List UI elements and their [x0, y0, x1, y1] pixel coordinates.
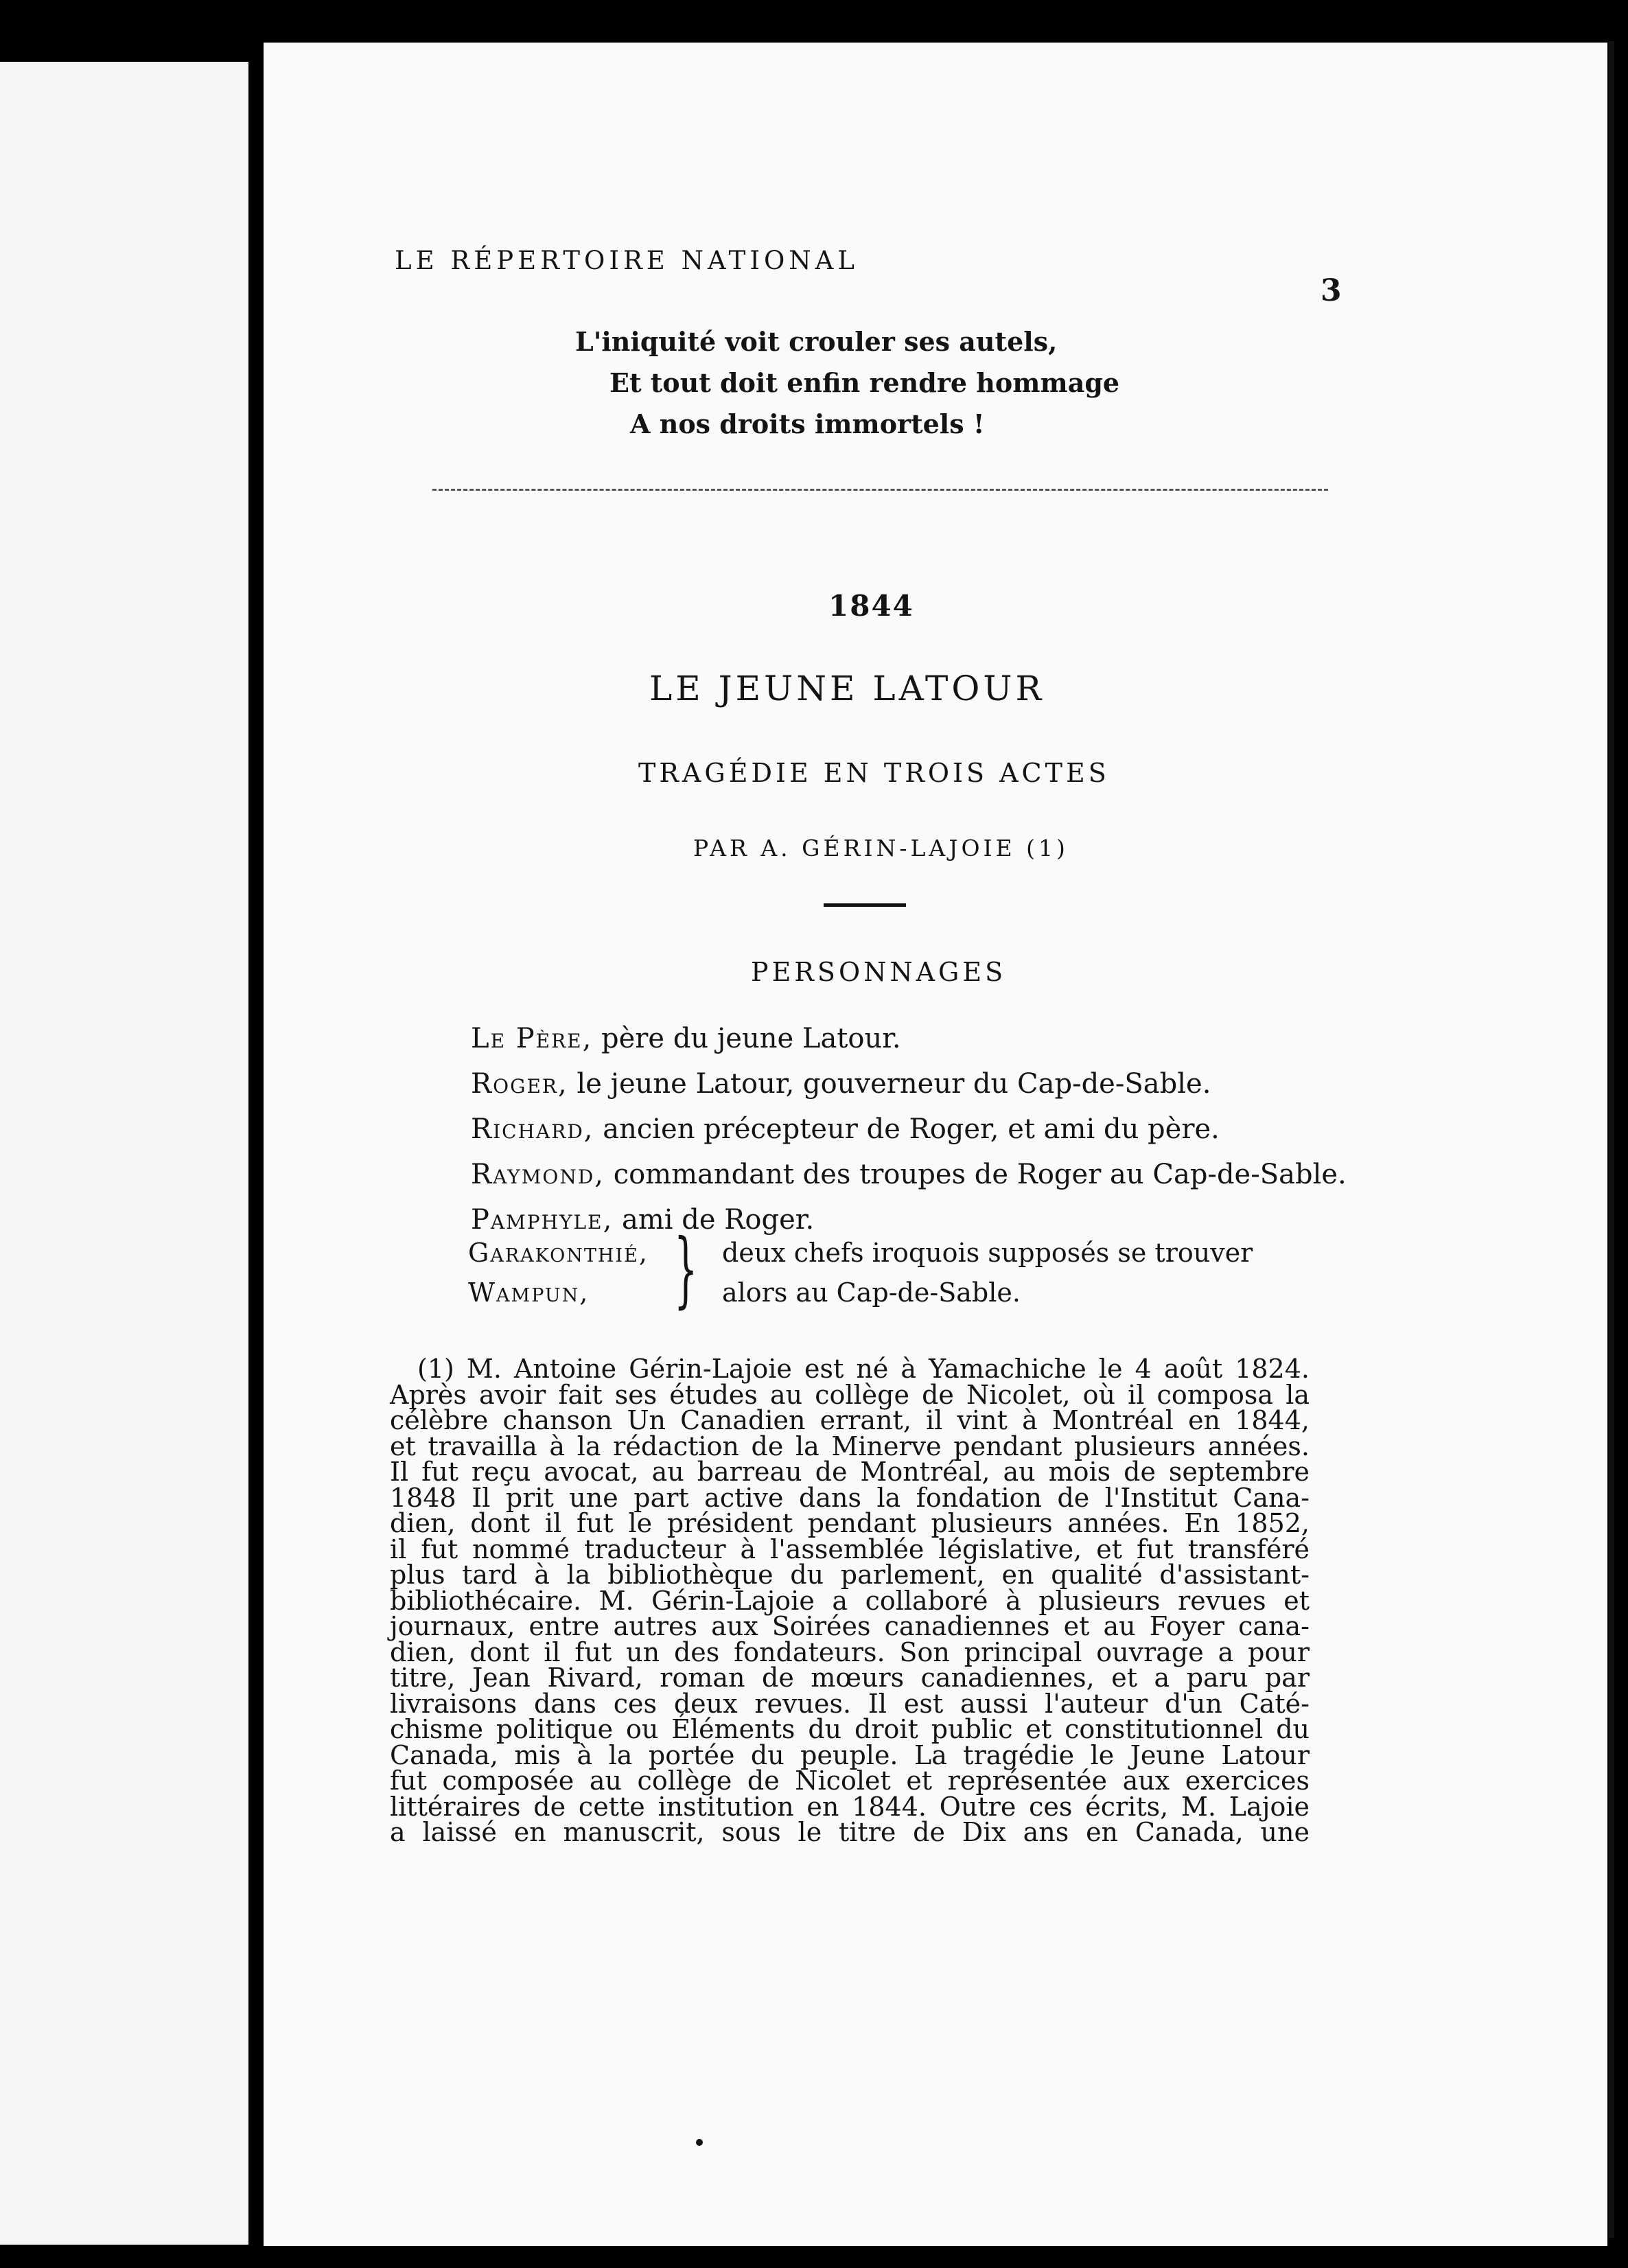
character-desc: ancien précepteur de Roger, et ami du père. [594, 1113, 1220, 1145]
character-desc: ami de Roger. [613, 1204, 815, 1236]
footnote [390, 1356, 1310, 1846]
chiefs-desc [722, 1233, 1312, 1312]
footnote-line: chisme politique ou Éléments du droit public et constitutionnel du [390, 1714, 1310, 1744]
left-page-edge [0, 62, 248, 2245]
character-desc: le jeune Latour, gouverneur du Cap-de-Sable. [568, 1068, 1211, 1100]
footnote-line: célèbre chanson Un Canadien errant, il vint à Montréal en 1844, [390, 1405, 1310, 1435]
character-name: Raymond, [471, 1159, 605, 1190]
footnote-line: littéraires de cette institution en 1844. Outre ces écrits, M. Lajoie [390, 1791, 1310, 1822]
footnote-line: dien, dont il fut un des fondateurs. Son principal ouvrage a pour [390, 1636, 1310, 1667]
footnote-line: et travailla à la rédaction de la Minerve pendant plusieurs années. [390, 1431, 1310, 1461]
page-mark-dot [696, 2139, 703, 2146]
character-entry [471, 1107, 1312, 1152]
verse-block [575, 321, 1119, 445]
footnote-line: bibliothécaire. M. Gérin-Lajoie a collaboré à plusieurs revues et [390, 1585, 1310, 1616]
section-divider [432, 489, 1328, 491]
play-title: LE JEUNE LATOUR [649, 669, 1045, 708]
footnote-line: journaux, entre autres aux Soirées canadiennes et au Foyer cana- [390, 1611, 1310, 1641]
characters-heading: PERSONNAGES [751, 957, 1007, 987]
chiefs-desc-line: deux chefs iroquois supposés se trouver [722, 1238, 1253, 1268]
character-name: Le Père, [471, 1023, 593, 1054]
footnote-line: fut composée au collège de Nicolet et représentée aux exercices [390, 1766, 1310, 1796]
footnote-line: Canada, mis à la portée du peuple. La tragédie le Jeune Latour [390, 1739, 1310, 1770]
character-name: Roger, [471, 1068, 568, 1100]
footnote-line: a laissé en manuscrit, sous le titre de Dix ans en Canada, une [390, 1817, 1310, 1847]
character-name: Pamphyle, [471, 1204, 614, 1236]
brace-glyph: } [674, 1222, 698, 1317]
page-number: 3 [1321, 273, 1342, 308]
character-entry [471, 1061, 1312, 1107]
verse-line: A nos droits immortels ! [630, 408, 985, 439]
character-desc: commandant des troupes de Roger au Cap-de-Sable. [604, 1159, 1347, 1190]
character-entry [471, 1152, 1347, 1197]
footnote-line: plus tard à la bibliothèque du parlement, en qualité d'assistant- [390, 1560, 1310, 1590]
chiefs-desc-line: alors au Cap-de-Sable. [722, 1277, 1021, 1308]
chief-names [468, 1233, 681, 1312]
footnote-line: dien, dont il fut le président pendant plusieurs années. En 1852, [390, 1508, 1310, 1538]
verse-line: Et tout doit enfin rendre hommage [609, 367, 1120, 398]
footnote-line: il fut nommé traducteur à l'assemblée législative, et fut transféré [390, 1534, 1310, 1564]
footnote-line: Après avoir fait ses études au collège de Nicolet, où il composa la [390, 1379, 1310, 1410]
title-rule [824, 903, 906, 907]
character-entry [471, 1016, 1312, 1061]
play-subtitle: TRAGÉDIE EN TROIS ACTES [638, 758, 1110, 788]
footnote-line: (1) M. Antoine Gérin-Lajoie est né à Yamachiche le 4 août 1824. [417, 1354, 1310, 1384]
character-desc: père du jeune Latour. [592, 1023, 901, 1054]
running-title: LE RÉPERTOIRE NATIONAL [395, 246, 859, 275]
chiefs-entry [468, 1222, 1312, 1317]
page-gutter-shadow [1609, 41, 1614, 2238]
footnote-line: Il fut reçu avocat, au barreau de Montréal, au mois de septembre [390, 1457, 1310, 1487]
play-author: PAR A. GÉRIN-LAJOIE (1) [693, 835, 1069, 861]
chief-name: Garakonthié, [468, 1238, 649, 1268]
footnote-line: 1848 Il prit une part active dans la fondation de l'Institut Cana- [390, 1482, 1310, 1513]
character-name: Richard, [471, 1113, 594, 1145]
play-year: 1844 [828, 589, 914, 623]
footnote-line: livraisons dans ces deux revues. Il est aussi l'auteur d'un Caté- [390, 1688, 1310, 1719]
verse-line: L'iniquité voit crouler ses autels, [575, 326, 1058, 357]
character-list [471, 1016, 1347, 1242]
footnote-line: titre, Jean Rivard, roman de mœurs canadiennes, et a paru par [390, 1663, 1310, 1693]
chief-name: Wampun, [468, 1277, 590, 1308]
